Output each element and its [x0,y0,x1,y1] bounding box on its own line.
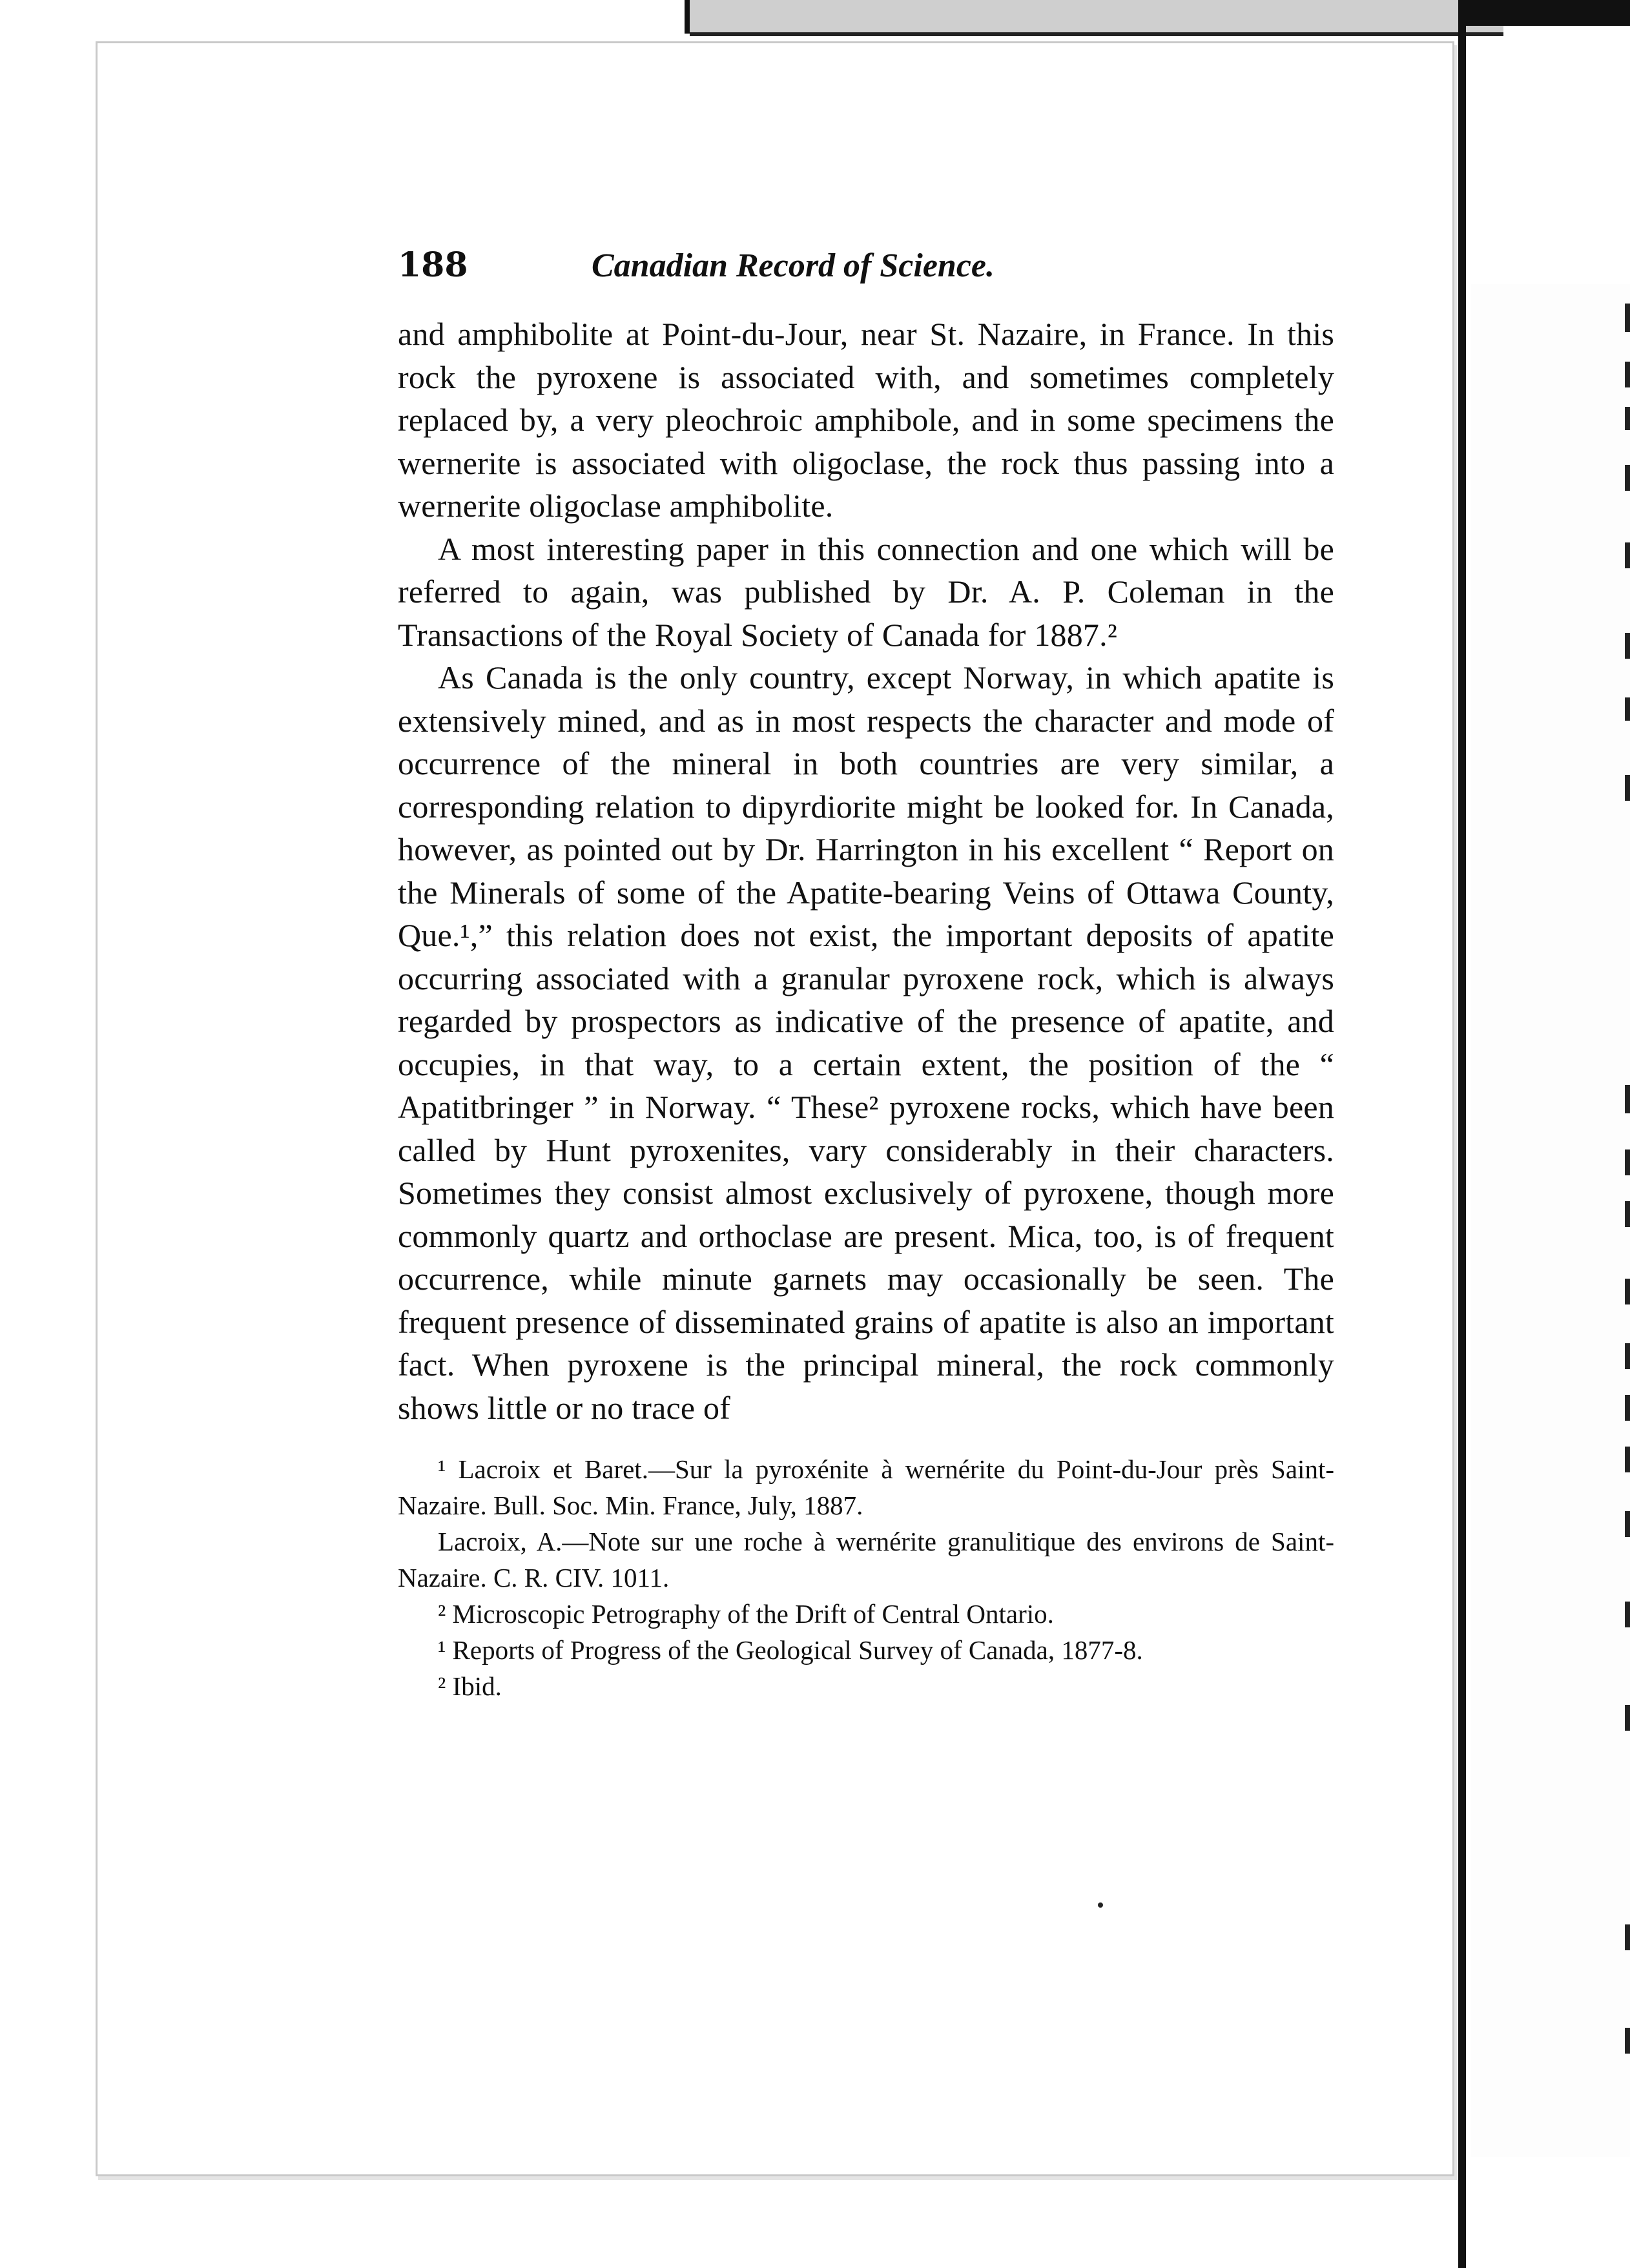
page-content [398,245,1334,1704]
paragraph: and amphibolite at Point-du-Jour, near St. Nazaire, in France. In this rock the pyroxene is associated with, and sometimes completely replaced by, a very pleochroic amphibole, and in some specimens the wernerite is associated with oligoclase, the rock thus passing into a wernerite oligoclase amphibolite. [398,316,1334,524]
footnotes [398,1451,1334,1704]
scan-right-edge [1458,0,1466,2268]
page-number: 188 [398,245,468,285]
footnote: Lacroix, A.—Note sur une roche à wernérite granulitique des environs de Saint-Nazaire. C. R. CIV. 1011. [398,1527,1334,1593]
footnote: ¹ Lacroix et Baret.—Sur la pyroxénite à wernérite du Point-du-Jour près Saint-Nazaire. Bull. Soc. Min. France, July, 1887. [398,1454,1334,1520]
footnote: ¹ Reports of Progress of the Geological Survey of Canada, 1877-8. [438,1635,1143,1665]
running-head [398,245,1334,304]
ink-speck [1098,1902,1103,1908]
paragraph: A most interesting paper in this connection and one which will be referred to again, was published by Dr. A. P. Coleman in the Transactions of the Royal Society of Canada for 1887.² [398,530,1334,653]
journal-title: Canadian Record of Science. [592,247,995,284]
scan-corner-artifact [1466,0,1630,26]
footnote: ² Microscopic Petrography of the Drift of Central Ontario. [438,1599,1054,1629]
scan-top-bar [690,0,1503,36]
adjacent-page-edge [1471,284,1630,2157]
footnote: ² Ibid. [438,1671,502,1701]
body-text [398,313,1334,1429]
paragraph: As Canada is the only country, except Norway, in which apatite is extensively mined, and as in most respects the character and mode of occurrence of the mineral in both countries are very similar, a corresponding relation to dipyrdiorite might be looked for. In Canada, however, as pointed out by Dr. Harrington in his excellent “ Report on the Minerals of some of the Apatite-bearing Veins of Ottawa County, Que.¹,” this relation does not exist, the important deposits of apatite occurring associated with a granular pyroxene rock, which is always regarded by prospectors as indicative of the presence of apatite, and occupies, in that way, to a certain extent, the position of the “ Apatitbringer ” in Norway. “ These² pyroxene rocks, which have been called by Hunt pyroxenites, vary considerably in their characters. Sometimes they consist almost exclusively of pyroxene, though more commonly quartz and orthoclase are present. Mica, too, is of frequent occurrence, while minute garnets may occasionally be seen. The frequent presence of disseminated grains of apatite is also an important fact. When pyroxene is the principal mineral, the rock commonly shows little or no trace of [398,659,1334,1426]
